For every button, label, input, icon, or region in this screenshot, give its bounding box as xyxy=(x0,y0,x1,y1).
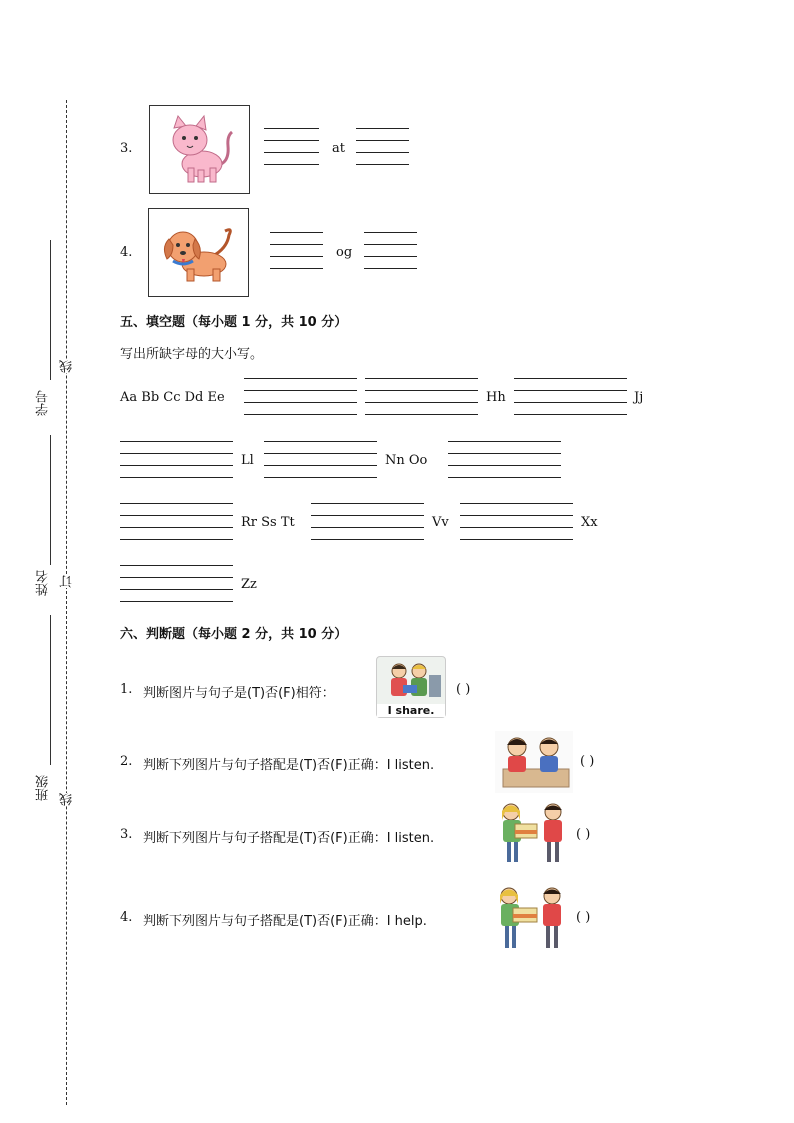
writing-line[interactable] xyxy=(120,477,233,478)
binding-dashed-line xyxy=(66,100,67,1105)
question-text: 判断下列图片与句子搭配是(T)否(F)正确：I listen. xyxy=(143,831,435,846)
blank-line[interactable] xyxy=(270,232,323,233)
writing-line[interactable] xyxy=(120,527,233,528)
share-picture-caption: I share. xyxy=(377,704,445,717)
question-text: 判断下列图片与句子搭配是(T)否(F)正确：I help. xyxy=(143,914,427,929)
binding-label-line-bottom: 线 xyxy=(60,793,75,806)
blank-line[interactable] xyxy=(356,140,409,141)
section-heading: 五、填空题（每小题 1 分，共 10 分） xyxy=(120,315,348,330)
binding-label-order: 订 xyxy=(60,575,75,588)
answer-bracket[interactable]: ( ) xyxy=(576,910,591,925)
class-line xyxy=(50,615,51,765)
children-carrying-books-icon xyxy=(489,884,573,954)
writing-line[interactable] xyxy=(311,539,424,540)
answer-bracket[interactable]: ( ) xyxy=(456,682,471,697)
letters-text: Rr Ss Tt xyxy=(241,515,295,530)
question-number: 1. xyxy=(120,682,133,697)
question-number: 3. xyxy=(120,827,133,842)
binding-label-line-top: 线 xyxy=(60,360,75,373)
question-text: 判断图片与句子是(T)否(F)相符： xyxy=(143,686,335,701)
listen-picture xyxy=(495,731,573,793)
writing-line[interactable] xyxy=(460,503,573,504)
item-number: 3. xyxy=(120,141,133,156)
writing-line[interactable] xyxy=(365,390,478,391)
answer-bracket[interactable]: ( ) xyxy=(576,827,591,842)
cat-icon xyxy=(150,106,249,193)
children-carrying-books-icon xyxy=(493,800,573,868)
question-number: 4. xyxy=(120,910,133,925)
share-picture xyxy=(376,656,446,718)
writing-line[interactable] xyxy=(244,402,357,403)
writing-line[interactable] xyxy=(120,503,233,504)
writing-line[interactable] xyxy=(264,477,377,478)
writing-line[interactable] xyxy=(244,414,357,415)
blank-line[interactable] xyxy=(364,256,417,257)
blank-line[interactable] xyxy=(270,244,323,245)
writing-line[interactable] xyxy=(311,515,424,516)
name-label: 姓名 xyxy=(36,570,51,596)
student-id-line xyxy=(50,240,51,380)
help-picture xyxy=(493,800,573,868)
letters-text: Hh xyxy=(486,390,506,405)
writing-line[interactable] xyxy=(365,378,478,379)
letters-text: Ll xyxy=(241,453,254,468)
blank-line[interactable] xyxy=(264,140,319,141)
writing-line[interactable] xyxy=(120,515,233,516)
writing-line[interactable] xyxy=(448,465,561,466)
blank-line[interactable] xyxy=(270,256,323,257)
writing-line[interactable] xyxy=(120,589,233,590)
class-label: 班级 xyxy=(36,775,51,801)
blank-line[interactable] xyxy=(264,164,319,165)
letters-text: Nn Oo xyxy=(385,453,428,468)
name-line xyxy=(50,435,51,565)
writing-line[interactable] xyxy=(120,565,233,566)
section-heading: 六、判断题（每小题 2 分，共 10 分） xyxy=(120,627,348,642)
blank-line[interactable] xyxy=(356,164,409,165)
writing-line[interactable] xyxy=(460,515,573,516)
writing-line[interactable] xyxy=(460,527,573,528)
letters-text: Xx xyxy=(581,515,598,530)
writing-line[interactable] xyxy=(365,414,478,415)
blank-line[interactable] xyxy=(356,152,409,153)
writing-line[interactable] xyxy=(448,453,561,454)
blank-line[interactable] xyxy=(264,152,319,153)
writing-line[interactable] xyxy=(264,441,377,442)
writing-line[interactable] xyxy=(120,453,233,454)
writing-line[interactable] xyxy=(365,402,478,403)
blank-line[interactable] xyxy=(264,128,319,129)
writing-line[interactable] xyxy=(514,402,627,403)
writing-line[interactable] xyxy=(311,503,424,504)
blank-line[interactable] xyxy=(356,128,409,129)
blank-line[interactable] xyxy=(364,268,417,269)
writing-line[interactable] xyxy=(514,378,627,379)
letters-text: Vv xyxy=(432,515,449,530)
question-text: 判断下列图片与句子搭配是(T)否(F)正确：I listen. xyxy=(143,758,435,773)
children-talking-icon xyxy=(495,731,573,793)
writing-line[interactable] xyxy=(311,527,424,528)
blank-line[interactable] xyxy=(270,268,323,269)
letters-text: Jj xyxy=(634,390,644,405)
writing-line[interactable] xyxy=(120,539,233,540)
picture-frame xyxy=(148,208,249,297)
writing-line[interactable] xyxy=(448,477,561,478)
item-number: 4. xyxy=(120,245,133,260)
writing-line[interactable] xyxy=(264,465,377,466)
letters-text: Zz xyxy=(241,577,257,592)
blank-line[interactable] xyxy=(364,232,417,233)
word-part: at xyxy=(332,141,345,156)
letters-text: Aa Bb Cc Dd Ee xyxy=(120,390,225,405)
question-number: 2. xyxy=(120,754,133,769)
writing-line[interactable] xyxy=(120,577,233,578)
answer-bracket[interactable]: ( ) xyxy=(580,754,595,769)
dog-icon xyxy=(149,209,248,296)
writing-line[interactable] xyxy=(120,465,233,466)
writing-line[interactable] xyxy=(120,601,233,602)
writing-line[interactable] xyxy=(448,441,561,442)
writing-line[interactable] xyxy=(460,539,573,540)
writing-line[interactable] xyxy=(514,414,627,415)
writing-line[interactable] xyxy=(120,441,233,442)
picture-frame xyxy=(149,105,250,194)
section-instruction: 写出所缺字母的大小写。 xyxy=(120,347,264,362)
blank-line[interactable] xyxy=(364,244,417,245)
word-part: og xyxy=(336,245,353,260)
student-id-label: 学号 xyxy=(36,390,51,416)
help-picture xyxy=(489,884,573,954)
writing-line[interactable] xyxy=(244,378,357,379)
writing-line[interactable] xyxy=(514,390,627,391)
writing-line[interactable] xyxy=(244,390,357,391)
writing-line[interactable] xyxy=(264,453,377,454)
